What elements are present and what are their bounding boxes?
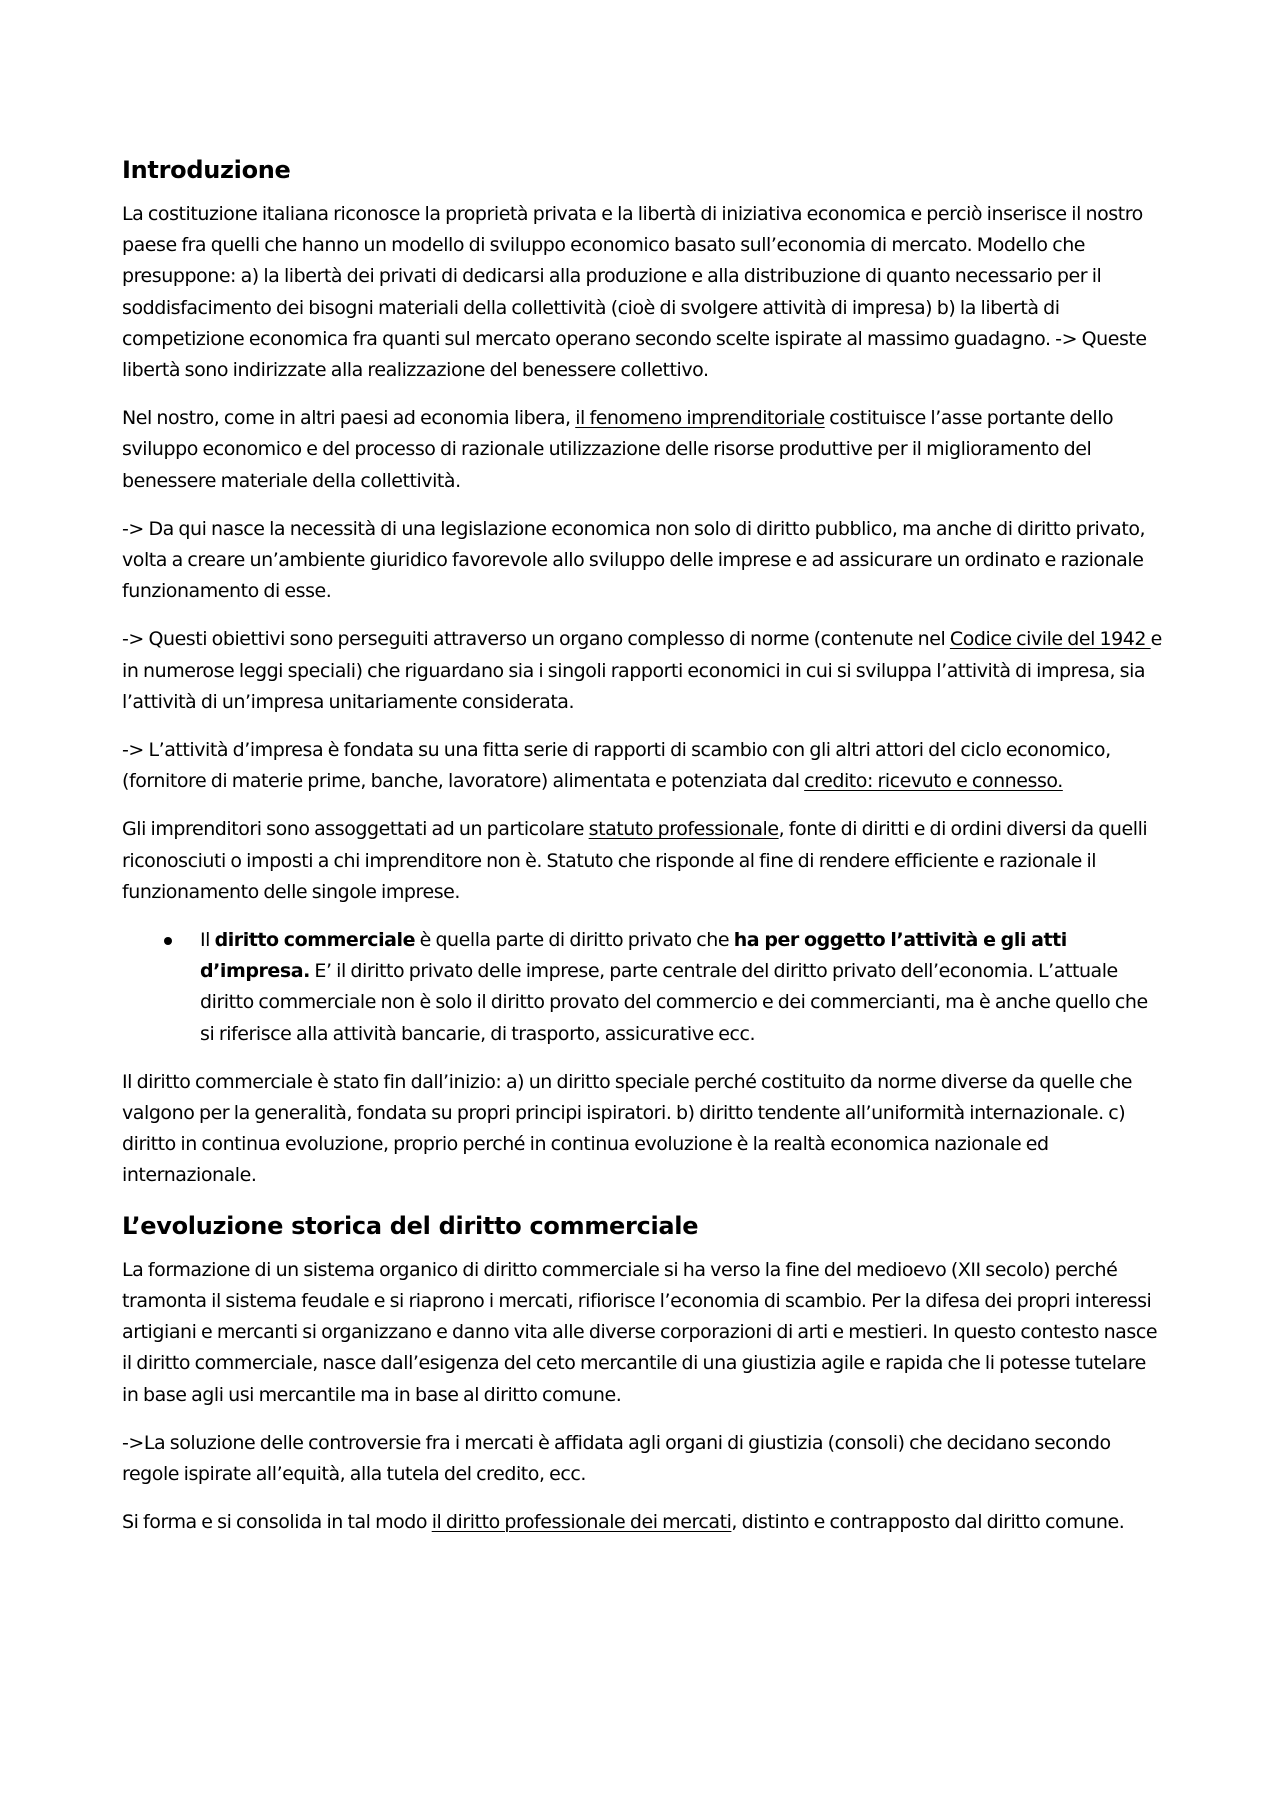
- underlined-text: credito: ricevuto e connesso.: [804, 770, 1063, 793]
- paragraph-3: -> Da qui nasce la necessità di una legislazione economica non solo di diritto pubblico, ma anche di diritto privato, volta a creare un’ambiente giuridico favorevole allo sviluppo delle imprese e ad assicurare un ordinato e razionale funzionamento di esse.: [122, 517, 1146, 603]
- bold-text: diritto commerciale: [214, 929, 416, 952]
- underlined-text: il fenomeno imprenditoriale: [575, 407, 825, 430]
- underlined-text: statuto professionale: [588, 818, 779, 841]
- bullet-item: [122, 925, 1165, 1050]
- heading-evoluzione: L’evoluzione storica del diritto commerciale: [122, 1211, 699, 1240]
- text-run: -> Questi obiettivi sono perseguiti attraverso un organo complesso di norme (contenute nel: [122, 628, 950, 651]
- paragraph-7: Il diritto commerciale è stato fin dall’inizio: a) un diritto speciale perché costituito da norme diverse da quelle che valgono per la generalità, fondata su propri principi ispiratori. b) diritto tendente all’uniformità internazionale. c) diritto in continua evoluzione, proprio perché in continua evoluzione è la realtà economica nazionale ed internazionale.: [122, 1070, 1133, 1187]
- paragraph-10: [122, 1507, 1165, 1538]
- underlined-text: Codice civile del 1942: [949, 628, 1151, 651]
- bold-text: ha per oggetto l’attività e gli atti d’impresa.: [200, 929, 1067, 983]
- text-run: costituisce l’asse portante dello sviluppo economico e del processo di razionale utilizzazione delle risorse produttive per il miglioramento del benessere materiale della collettività.: [122, 407, 1114, 492]
- paragraph-2: [122, 403, 1165, 497]
- paragraph-6: [122, 814, 1165, 908]
- bullet-icon: [164, 937, 172, 945]
- heading-introduzione: Introduzione: [122, 156, 291, 184]
- paragraph-4: [122, 624, 1165, 718]
- text-run: è quella parte di diritto privato che: [415, 929, 734, 952]
- bullet-text: [200, 925, 1165, 1050]
- text-run: Il: [200, 929, 215, 952]
- text-run: e in numerose leggi speciali) che riguardano sia i singoli rapporti economici in cui si sviluppa l’attività di impresa, sia l’attività di un’impresa unitariamente considerata.: [122, 628, 1162, 713]
- paragraph-9: ->La soluzione delle controversie fra i mercati è affidata agli organi di giustizia (consoli) che decidano secondo regole ispirate all’equità, alla tutela del credito, ecc.: [122, 1431, 1111, 1485]
- text-run: E’ il diritto privato delle imprese, parte centrale del diritto privato dell’economia. L’attuale diritto commerciale non è solo il diritto provato del commercio e dei commercianti, ma è anche quello che si riferisce alla attività bancarie, di trasporto, assicurative ecc.: [200, 960, 1148, 1045]
- text-run: Nel nostro, come in altri paesi ad economia libera,: [122, 407, 576, 430]
- text-run: Si forma e si consolida in tal modo: [122, 1511, 432, 1534]
- text-run: , distinto e contrapposto dal diritto comune.: [731, 1511, 1125, 1534]
- text-run: Gli imprenditori sono assoggettati ad un particolare: [122, 818, 589, 841]
- paragraph-8: La formazione di un sistema organico di diritto commerciale si ha verso la fine del medioevo (XII secolo) perché tramonta il sistema feudale e si riaprono i mercati, rifiorisce l’economia di scambio. Per la difesa dei propri interessi artigiani e mercanti si organizzano e danno vita alle diverse corporazioni di arti e mestieri. In questo contesto nasce il diritto commerciale, nasce dall’esigenza del ceto mercantile di una giustizia agile e rapida che li potesse tutelare in base agli usi mercantile ma in base al diritto comune.: [122, 1258, 1158, 1406]
- underlined-text: il diritto professionale dei mercati: [431, 1511, 732, 1534]
- paragraph-5: [122, 735, 1165, 797]
- text-run: , fonte di diritti e di ordini diversi da quelli riconosciuti o imposti a chi imprenditore non è. Statuto che risponde al fine di rendere efficiente e razionale il funzionamento delle singole imprese.: [122, 818, 1148, 903]
- paragraph-1: La costituzione italiana riconosce la proprietà privata e la libertà di iniziativa economica e perciò inserisce il nostro paese fra quelli che hanno un modello di sviluppo economico basato sull’economia di mercato. Modello che presuppone: a) la libertà dei privati di dedicarsi alla produzione e alla distribuzione di quanto necessario per il soddisfacimento dei bisogni materiali della collettività (cioè di svolgere attività di impresa) b) la libertà di competizione economica fra quanti sul mercato operano secondo scelte ispirate al massimo guadagno. -> Queste libertà sono indirizzate alla realizzazione del benessere collettivo.: [122, 203, 1147, 382]
- text-run: -> L’attività d’impresa è fondata su una fitta serie di rapporti di scambio con gli altri attori del ciclo economico, (fornitore di materie prime, banche, lavoratore) alimentata e potenziata dal: [122, 739, 1111, 793]
